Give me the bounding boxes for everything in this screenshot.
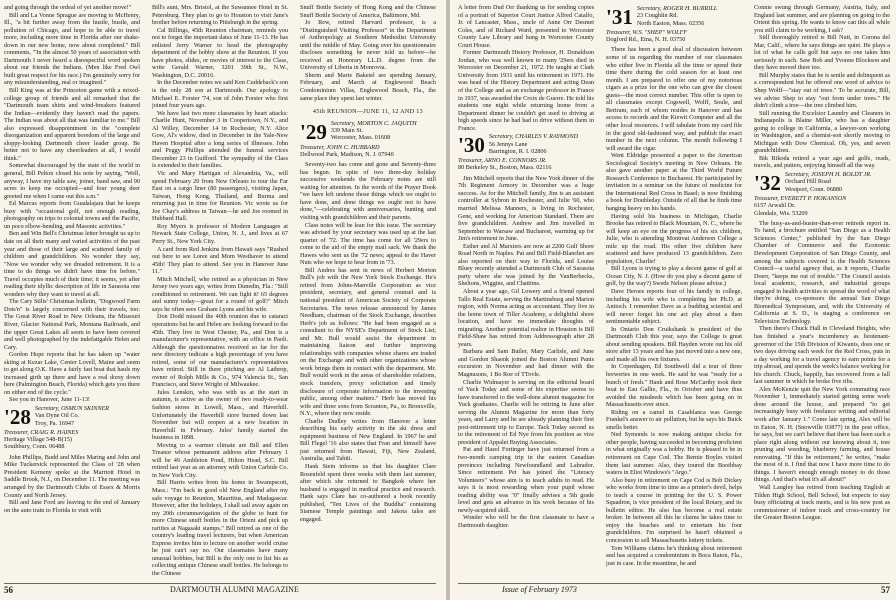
treasurer-address: Heritage Village 548-B(15) (4, 436, 72, 444)
reunion-headline: 45th REUNION—JUNE 11, 12 AND 13 (312, 108, 424, 116)
paragraph: Don Dodd missed the 40th reunion due to cataract operations but he and Helen are looking forward to the 45th. They live in West Chester, Pa., and Don is a manufacturer's representative, with an office in Paoli. Although the questionnaires received so far for the new directory indicate a high percentage of you have retired, some of our manufacturer's representatives have retired. Still in there pitching are Al Lathrop, owner of Rolph Mills & Co., 974 Valencia St., San Francisco, and Steve Wright of Milwaukee. (152, 313, 288, 389)
paragraph: Charlie Dudley writes from Hanover a letter describing his early activity in the ski dress and equipment business of New England. In 1967 he and Bill Flegel '16 also states that Fran and himself have just returned from Hawaii, Fiji, New Zealand, Australia, and Tahiti. (300, 417, 436, 463)
page-number-left: 56 (4, 585, 13, 595)
class-secretary (785, 171, 872, 193)
text-column-2 (152, 4, 288, 576)
paragraph: Moving to a warmer climate are Bill and Ellen Treanor whose permanent address after February 1 will be 49 Ambleton Pond, Hilton Head, S.C. Bill retired last year as an attorney with Union Carbide Co. in New York City. (152, 441, 288, 479)
treasurer-name: Treasurer, ARNO E. CONNORS JR. (458, 157, 547, 165)
secretary-address: North Easton, Mass. 02356 (636, 19, 705, 27)
paragraph: Then there's Chuck Hall in Cleveland Heights, who has finished a year's incumbency as lieutenant-governor of the 15th Division of Kiwanis, does one or two days driving each week for the Red Cross, puts in a day working for a travel agency to earn points for a trip abroad, and spends the week's balance working for his church. Chuck, happily, has recovered from a fall last summer in which he broke five ribs. (754, 325, 890, 386)
paragraph: Bill and Jane Ford are leaving to the end of January on the auto train to Florida to visit with (4, 499, 140, 514)
text-column-1 (4, 4, 140, 576)
paragraph: We have last two more classmates by heart attacks: Charlie Hunt, November 3 in Coopertown, N.Y., and Al Willey, December 14 in Rochester, N.Y. Alice Gow, Al's widow, died in December in the Yale-New Haven Hospital after a long series of illnesses. John and Peggy Phillips attended the funeral services December 23 in Guilford. The sympathy of the Class is extended to their families. (152, 109, 288, 170)
paragraph: Jim Mitchell reports that the New York dinner of the 7th Regiment Armory in December was a huge success. As for the Mitchell family, Jim is an assistant controller at Sybron in Rochester, and Julie '60, who married Melissa Manners, is living in Rochester, Gene, and working for American Standard. There are five grandchildren. Andrew and Jim travelled in September to Warsaw and Bucharest, warming up for Jim's retirement in June. (458, 174, 594, 243)
paragraph: Somewhat discouraged by the state of the world in general, Bill Pelton closed his note by saying, "Well, anyway, I have my table saw, joiner, band saw, and 90 acres to keep me occupied—and four young deer greeted me when I came out this a.m." (4, 162, 140, 200)
text-column-3 (300, 4, 436, 576)
paragraph: See you in Hanover, June 11-13! (9, 396, 90, 404)
left-page (0, 0, 446, 600)
class-treasurer (4, 429, 140, 451)
magazine-title: DARTMOUTH ALUMNI MAGAZINE (170, 585, 299, 594)
paragraph: Vic and Mary Hartigan of Alexandria, Va., will spend February 20 from New Orleans to tour the Far East on a cargo liner (80 passengers), visiting Japan, Taiwan, Hong Kong, Thailand, and Burma and returning just in time for Reunion. Vic wrote us for Joe Chay's address in Taiwan—he and Joe roomed in Hubbard Hall. (152, 170, 288, 223)
paragraph: Hank Stein informs us that his daughter Clare Rosenfeld spent three weeks with them last summer, after which she returned to Bangkok where her husband is engaged in medical practice and research. Hank says Clare has co-authored a book recently published, "Ten Lives of the Buddha" containing Siamese Temple paintings and Jakota tales are engaged. (300, 463, 436, 523)
class-year: '29 (300, 119, 327, 144)
class-treasurer (606, 29, 742, 44)
class-treasurer (754, 195, 890, 217)
class-heading (458, 133, 594, 158)
paragraph: and going through the ordeal of yet another move!" (4, 4, 132, 11)
class-year: '30 (458, 133, 485, 158)
paragraph: In Ontario Don Cruikshank is president of the Dartmouth Club this year, says the College is great about sending speakers. Bill Hayden wrote out his old store after 13 years and has just moved into a new one, and made all his own fixtures. (606, 325, 742, 363)
issue-date: Issue of February 1973 (502, 585, 577, 594)
paragraph: Bill and La Vonne Sprague are moving to McHenry, Ill., "a bit further away from the hustle, bustle, and pollution of Chicago, and hope to be able to travel more, including more time in Florida after our shake-down in our new home, now about completed." Bill comments, "'In the almost 50 years of association with Dartmouth I never heard a disrespectful word spoken about our friends the Indians. (Men like Fred Owl built great respect for his race.) I'm genuinely sorry for any misunderstanding, real or imagined." (4, 11, 140, 87)
paragraph: Jules Lenskin, who was with us at the start in autumn, is active as the owner of two ready-to-wear fashion stores in Lowell, Mass., and Haverhill. Unfortunately the Haverhill store burned down last November but will reopen at a new location in Haverhill in February. Jules' family started the business in 1898. (152, 388, 288, 442)
footer-rule (458, 583, 890, 584)
class-secretary (331, 120, 417, 142)
paragraph: Gordon Hope reports that he has taken up "water skiing at Kezar Lake, Center Lovell, Maine and seem to get along O.K. Have a fairly fast boat that hauls my increased girth up there and have a real dorsy down here (Palmington Beach, Florida) which gets you there on either end of the cycle." (4, 351, 140, 396)
paragraph: Bill Harris writes from his home in Swampscott, Mass.: "I'm back in good old New England after my safe voyage to Reunion, Mauritius, and Madagascar. However, after the holidays, I shall sail away again on my 20th circumnavigation of the globe to hunt for more Chinese snuff bottles in the Orient and pick up rarities at Nagasaki stamps." Bill retired as one of the country's leading travel lecturers, but when American Express invites him to lecture on another world cruise he just can't say no. Our classmates have many unusual hobbies, but Bill is the only one to list his as collecting antique Chinese snuff bottles. He belongs to the Chinese (152, 479, 288, 576)
paragraph: Roy Myers is professor of Modern Languages at Newark State College, Union, N. J., and lives at 67 Perry St., New York City. (152, 222, 288, 245)
paragraph: Charlie Widmayer is serving on the editorial board of Yuck Today and some of his expertise seems to have transferred to the well-done alumni magazine for Yuck graduates. Charlie will be retiring in June after serving the Alumni Magazine for more than forty years, and Larry and he are already planning their first post-retirement trip to Europe. Tack Today second us to the retirement of Ed Nye from his position as vice president of Appalet Buying Associates. (458, 378, 594, 446)
class-year: '28 (4, 404, 31, 429)
treasurer-name: Treasurer, CRAIG R. HAINES (4, 428, 79, 436)
class-year: '31 (606, 4, 633, 29)
paragraph: Bik Rikoda retired a year ago and golfs, reads, travels, and putters, enjoying himself all the way. (754, 154, 890, 170)
class-treasurer (300, 144, 436, 159)
secretary-address: Orchard Hill Road (784, 178, 831, 186)
paragraph: Bill Murphy states that he is senile and delinquent as a correspondent but he offered one word of advice to Shep Wolff—"stay out of trees." To be accurate, Bill, we advise Shep to stay "out from under trees." He didn't climb a tree—the tree climbed him. (754, 71, 890, 110)
paragraph: Riding on a camel in Casablanca was George Frankel's answer to air pollution, but he says his Buick smells better. (606, 408, 742, 431)
treasurer-address: Glendale, Wis. 53209 (754, 209, 808, 217)
treasurer-address: 80 Berkeley St., Boston, Mass. 02116 (458, 164, 552, 172)
paragraph: Ed Marcus reports from Guadalajara that he keeps busy with "occasional golf, not enough reading, photography on trips to colonial towns and the Pacific, un poco elbow-bending, and Masonic activities." (4, 200, 140, 230)
paragraph: Still running the Excelsior Laundry and Cleaners in Indianapolis is Blaine Miller, who has a daughter going to college in California, a lawyer-son working in Washington, and a chemist-son shortly moving to Michigan with Dow Chemical. Oh, yes, and seven grandchildren. (754, 109, 890, 155)
paragraph: Bill Lyons is trying to play a decent game of golf at Ocean City, N. J. (How do you play a decent game of golf, by the way?) Swede Nelson please advise.) (606, 265, 742, 288)
paragraph: Bill King was at the Princeton game with a mixed-college group of friends and all remarked that the "Dartmouth team shirts and wind-breakers featured the Indian—evidently they haven't read the papers. The Indian was about all that was familiar to me." Bill also expressed disappointment in the "complete disorganization and apparent boredom of the large and sloppy-looking Dartmouth cheer leader group. Be better not to have any cheerleaders at all, I would think." (4, 87, 140, 162)
paragraph: There has been a good deal of discussion between some of us regarding the number of our classmates who either live in Florida all the time or spend their time there during the cold season for at least one month. I am prepared to offer one of my notorious cigars as a prize for the one who can give the closest guess—the most correct number. This offer is open to all classmates except Cogswell, Wolff, Soule, and Bertram, each of whom resides in Hanover and has access to records and the Kiewit Computer and all the other local resources. I will tabulate from my card file in the good old-fashioned way, and publish the exact number in the next column. The month following I will award the cigar. (606, 46, 742, 152)
paragraph: Went Eldridge presented a paper to the American Sociological Society's meeting in New Orleans. He also gave another paper at the Third World Future Research Conference in Bucharest. He participated by invitation in a seminar on the future of medicine for the International Red Cross in Basel; is now finishing a book for Doubleday. Outside of all that he finds time hanging heavy on his hands. (606, 152, 742, 212)
paragraph: Esther and Al Marxiers are now at 2200 Gulf Shore Road North in Naples. Pat and Bill Field-Blanchet are also reported on their way to Florida, and Louise Bluey recently attended a Dartmouth Club of Sarasota party where she was joined by the VanBerbecks, Sheltons, Wiggins, and Chattims. (458, 242, 594, 288)
paragraph: Pat and Hazel Fortinger have just returned from a two-month camping trip in the eastern Canadian provinces including Newfoundland and Labrador. Since retirement Pet has joined the "Literacy Volunteers" whose aim is to teach adults to read. He says it is most rewarding when your pupil whose reading ability was "0" finally advises a 5th grade level and gets an advance in his work because of his newly-acquired skill. (458, 446, 594, 514)
paragraph: Bill's aunt, Mrs. Bristol, at the Suwannee Hotel in St. Petersburg. They plan to go to Houston to visit Jane's brother before returning to Pittsburgh in the spring. (152, 4, 288, 27)
right-page (450, 0, 896, 600)
class-heading (4, 405, 140, 427)
text-column-5 (606, 4, 742, 576)
paragraph: A card from Red Jenkins from Hawaii says "Rushed out here to see Loree and Mom Westhaver to attend 45th! They plan to attend. See you in Hanover June 11." (152, 245, 288, 276)
paragraph: Wall Langley has retired from teaching English at Tilden High School, Bell School, but expects to stay busy officiating at track meets, and is his new post as commissioner of indoor track and cross-country for the Greater Boston League. (754, 483, 890, 522)
treasurer-name: Treasurer, EVERETT P. HOKANSON (754, 194, 847, 202)
paragraph: Barbara and Sam Butler, Mary Carlisle, and June and Gordon Shaenk joined the Boston Alumni Panis excursion in November and had dinner with the Magnusons, 1 Bo Roe of TTovle. (458, 348, 594, 378)
paragraph: Snuff Bottle Society of Hong Kong and the Chinese Snuff Bottle Society of America, Baltimore, Md. (300, 4, 436, 19)
secretary-name: Secretary, ROGER H. BURRILL (636, 5, 718, 12)
secretary-address: 56 Jennys Lane (488, 140, 528, 148)
secretary-name: Secretary, CHARLES V. RAYMOND (488, 133, 579, 141)
treasurer-address: Southbury, Conn. 06488 (4, 443, 65, 451)
paragraph: Alex McKenzie quit the New York commuting race November 1, immediately started getting some work done around the house, and prepared "to get increasingly busy with freelance writing and editorial work after January 1." Come late spring, Alex will be in Eaton, N. H. (Snowville 03877) in the post office, he says, but we can't believe that there has been such a place right along without our knowing about it, tree pruning and weeding, blueberry farming, and house renovating. "If this be retirement," he writes, "make the most of it. I find that now I have more time to do things. I haven't enough enough money to do those things. And that's what it's all about!" (754, 385, 890, 484)
secretary-address: Westport, Conn. 06880 (784, 185, 843, 193)
paragraph: Former Dartmouth History Professor, H. Donaldson Jordan, who was well known to many '29ers died in Worcester on December 21, 1972. He taught at Clark University from 1931 until his retirement in 1971. He was head of the History Department and acting Dean of the College and as an exchange professor in France in 1937, was awarded the Croix de Guerre. He told his students one night while returning home from a Department dinner he couldn't get used to driving at high speeds since he had had to drive without them in France. (458, 49, 594, 132)
footer-rule (4, 583, 436, 584)
paragraph: Having sold his business in Michigan, Charlie Brooke has retired to Black Mountain, N. C., where he will keep an eye on the progress of his six children, Julie, who is attending Montreat Anderson College a mile up the road. His other five children have scattered and have produced 13 grandchildren. Zero population, Charlie! (606, 212, 742, 265)
paragraph: The Cary Stilts' Christmas bulletin, "Dogwood Farm Dots'n" is largely concerned with their travels, too: The Great River Road to New Orleans, the Missouri River, Glacier National Park, Montana Railroads, and the upper Great Lakes all seem to have been covered and well photographed by the indefatigable Helen and Cary. (4, 298, 140, 351)
secretary-name: Secretary, OSMUN SKINNER (34, 404, 110, 412)
treasurer-address: 6157 Arwahl Dr. (754, 202, 796, 210)
paragraph: The busy-as-and-busier-than-ever retireds report in. To hand, a brochure entitled "San Diego as a Health Sciences Center," published by the San Diego Chamber of Commerce and the Economic Development Corporation of San Diego County, and among the subjects covered is the Health Sciences Council—a useful agency that, as it reports, Charlie Doerr, "keeps me out of trouble." The Council assists local academic, research, and industrial groups engaged in health activities to spread the word of what they're doing, co-sponsors the annual San Diego Biomedical Symposium, and, with the University of California at S. D., is staging a conference on Television Technology. (754, 219, 890, 325)
paragraph: Wonder who will be the first classmate to have a Dartmouth daughter. (458, 514, 594, 529)
class-year: '32 (754, 170, 781, 195)
page-number-right: 57 (881, 585, 890, 595)
paragraph: Class notes will be lean for this issue. The secretary was advised by your secretary was used up at the last quarter of '72. The time has come for all '29ers to come to the aid of the empty mail sack. We thank the Hawes who sent us the '72 news; appeal to the Haver Nuts who we hope to hear from in '73. (300, 221, 436, 267)
paragraph: Mitch Mitchell, who retired as a physician in New Jersey two years ago, writes from Dunedin, Fla.: "Still conditioned to retirement. We can fight it! 65 degrees and sunny today—great for a round of golf!" Mitch says he often sees Graham Lyons and his wife. (152, 275, 288, 313)
class-heading (606, 5, 742, 27)
class-secretary (489, 133, 578, 155)
paragraph: Ned Symonds is now making antique clocks for other people, having succeeded in becoming proficient in what originally was a hobby. He is pleased to be in retirement on Cape Cod. The Bernie Boyles visited them last summer. Also, they toured the Boothbay waters in Eliot Windows's "Argo." (606, 431, 742, 477)
treasurer-name: Treasurer, JOHN C. HUBBARD (300, 143, 380, 151)
secretary-name: Secretary, MORTON C. JAQUITH (330, 119, 417, 127)
paragraph: Dave Heroes reports four of his family in college, including his wife who is completing her Ph.D. at Antioch. I remember Dave as a budding scientist and will never forget his one act play about a then sentimentable subject. (606, 287, 742, 326)
class-heading (754, 171, 890, 193)
secretary-address: Van Dyne Oil Co. (34, 412, 80, 420)
paragraph: Ben and Win Bell's Christmas letter brought us up to date on all their many and varied activities of the past year and those of their large and scattered family of children and grandchildren. No wonder they say, "Now we wonder why we dreaded retirement. It is a time to do things we didn't have time for before." Travel occupies much of their time; it seems, yet after reading their idyllic description of life in Sarasota one wonders why they want to travel at all. (4, 230, 140, 298)
paragraph: John Phillips, Budd and Miles Maring and John and Mike Tuckersick represented the Class of '28 when President Kemeny spoke at the Marriott Hotel in Saddle Brook, N.J., on December 11. The meeting was arranged by the Dartmouth Clubs of Essex & Morris County and North Jersey. (4, 453, 140, 499)
class-secretary (35, 405, 109, 427)
paragraph: In Copenhagen, Ed Southwell did a tour of three breweries in one week. He said he was "ready for a bunch of fresh." Hank and Rose McCarthy took their boat to Eau Gallie, Fla., in October and have thus avoided the misdeeds which has been going on in Massachusetts ever since. (606, 363, 742, 409)
paragraph: Sherm and Marie Baketel are spending January, February, and March at Englewood Beach Condominium Villas, Englewood Beach, Fla., the same place they spent last winter. (300, 71, 436, 102)
text-column-4 (458, 4, 594, 576)
paragraph: Tom Williams claims he's thinking about retirement and has acquired a condominium in Boca Raton, Fla., just in case. In the meantime, he and (606, 544, 742, 567)
paragraph: Bill Andres has sent in news of Herbert Morton Bull's job with the New York Stock Exchange. He's retired from Johns-Manville Corporation as vice president, secretary, and general counsel and is national president of American Society of Corporate Secretaries. The news release announced by James Needham, chairman of the Stock Exchange, describes Herb's job as follows: "He had been engaged as a consultant to the NYSE's Department of Stock List; and Mr. Bull would assist the department in maintaining liaison and further improving relationships with companies whose shares are traded on the Exchange and with other organizations whose work brings them in contact with the department. Mr. Bull would work in the areas of shareholder relations, stock transfers, proxy solicitation and timely disclosure of corporate information to the investing public, among other matters." Herb has moved his wife and three sons from Scranton, Pa., to Bronxville, N.Y., where they now reside. (300, 266, 436, 418)
secretary-address: Worcester, Mass. 01608 (330, 134, 391, 142)
secretary-address: 339 Main St. (330, 126, 363, 134)
treasurer-address: Dogford Rd., Etna, N. H. 03750 (606, 36, 686, 44)
paragraph: A letter from Dud Orr thanking us for sending copies of a portrait of Superior Court Justice Alfred Catalfo, Jr. of Lancaster, Mass., uncle of Anne Orr Desmet Coles, and of Richard Ward, presented to Worcester County Law Library and hung in Worcester County Court House. (458, 4, 594, 49)
text-column-6 (754, 4, 890, 576)
treasurer-name: Treasurer, W.S. "SHEP" WOLFF (606, 28, 688, 36)
class-heading (300, 120, 436, 142)
secretary-address: Barrington, R. I. 02806 (488, 147, 547, 155)
paragraph: Also busy in retirement on Cape Cod is Bob Dickey who works from time to time as a printer's devil, helps to teach a course in printing for the U. S. Power Squadron, is vice president of the local Rotary, and its bulletin editor. He also has become a real estate broker. In between all this he claims he takes time to enjoy the beaches and to entertain his four grandchildren. I'm surprised he hasn't obtained a concession to sell Massachusetts lottery tickets. (606, 476, 742, 545)
paragraph: Seventy-two has come and gone and Seventy-three has begun. In spite of two three-day holiday successive weekends the February notes are still waiting for attention. In the words of the Prayer Book "we have left undone those things which we ought to have done, and done things we ought not to have done,"—celebrating with anniversaries, hunting and visiting with grandchildren and their parents. (300, 161, 436, 221)
paragraph: Jo Rew, retired Harvard professor, is a "Distinguished Visiting Professor" in the Department of Anthropology at Southern Methodist University until the middle of May. Going over his questionnaire discloses something he never told us before—he received an Honorary LL.D. degree from the University of Liberia in Monrovia. (300, 19, 436, 72)
secretary-address: 23 Coughlin Rd. (636, 12, 678, 20)
paragraph: Connie swung through Germany, Austria, Italy, and England last summer, and are planning on going to the Orient this spring. He wants to know can this all while you still claim to be working, I ask? (754, 4, 890, 34)
paragraph: In the December notes we said Ken Cuddeback's son is the only 28 son at Dartmouth. Our apology to Michael E. Forster '74, son of John Forster who first joined four years ago. (152, 79, 288, 110)
class-treasurer (458, 157, 594, 172)
paragraph: Still thoroughly retired is Bill Nutt, in Corona del Mar, Calif., where he says things are quiet. He plays a lot of what he calls golf but says no one takes him seriously in such. Saw Bob and Yvonne Blockson and they have moved there too. (754, 34, 890, 72)
paragraph: Cal Billings, 45th Reunion chairman, reminds you not to forget the important dates of June 11-13. He has enlisted Jerry Warner to head the photography department of the hobby show at the Reunion. If you have photos, slides, or movies of interest to the Class, write Gerald Warner, 3201 39th St., N.W., Washington, D.C. 20016. (152, 26, 288, 79)
secretary-name: Secretary, JOSEPH H. BOLDT JR. (784, 171, 872, 179)
class-secretary (637, 5, 717, 27)
paragraph: About a year ago, Gil Lowery and a friend opened Tallo Real Estate, serving the Martinsburg and Marion region, with Norma acting as accountant. They live in the home town of Tiller Academy, a delightful shore location, and have no immediate thoughts of migrating. Another potential realtor in Houston is Bill Field-Shaw has retired from Addressograph after 28 years. (458, 287, 594, 348)
secretary-address: Troy, Pa. 16947 (34, 419, 75, 427)
treasurer-address: Dellwood Park, Madison, N. J. 07940 (300, 150, 394, 158)
